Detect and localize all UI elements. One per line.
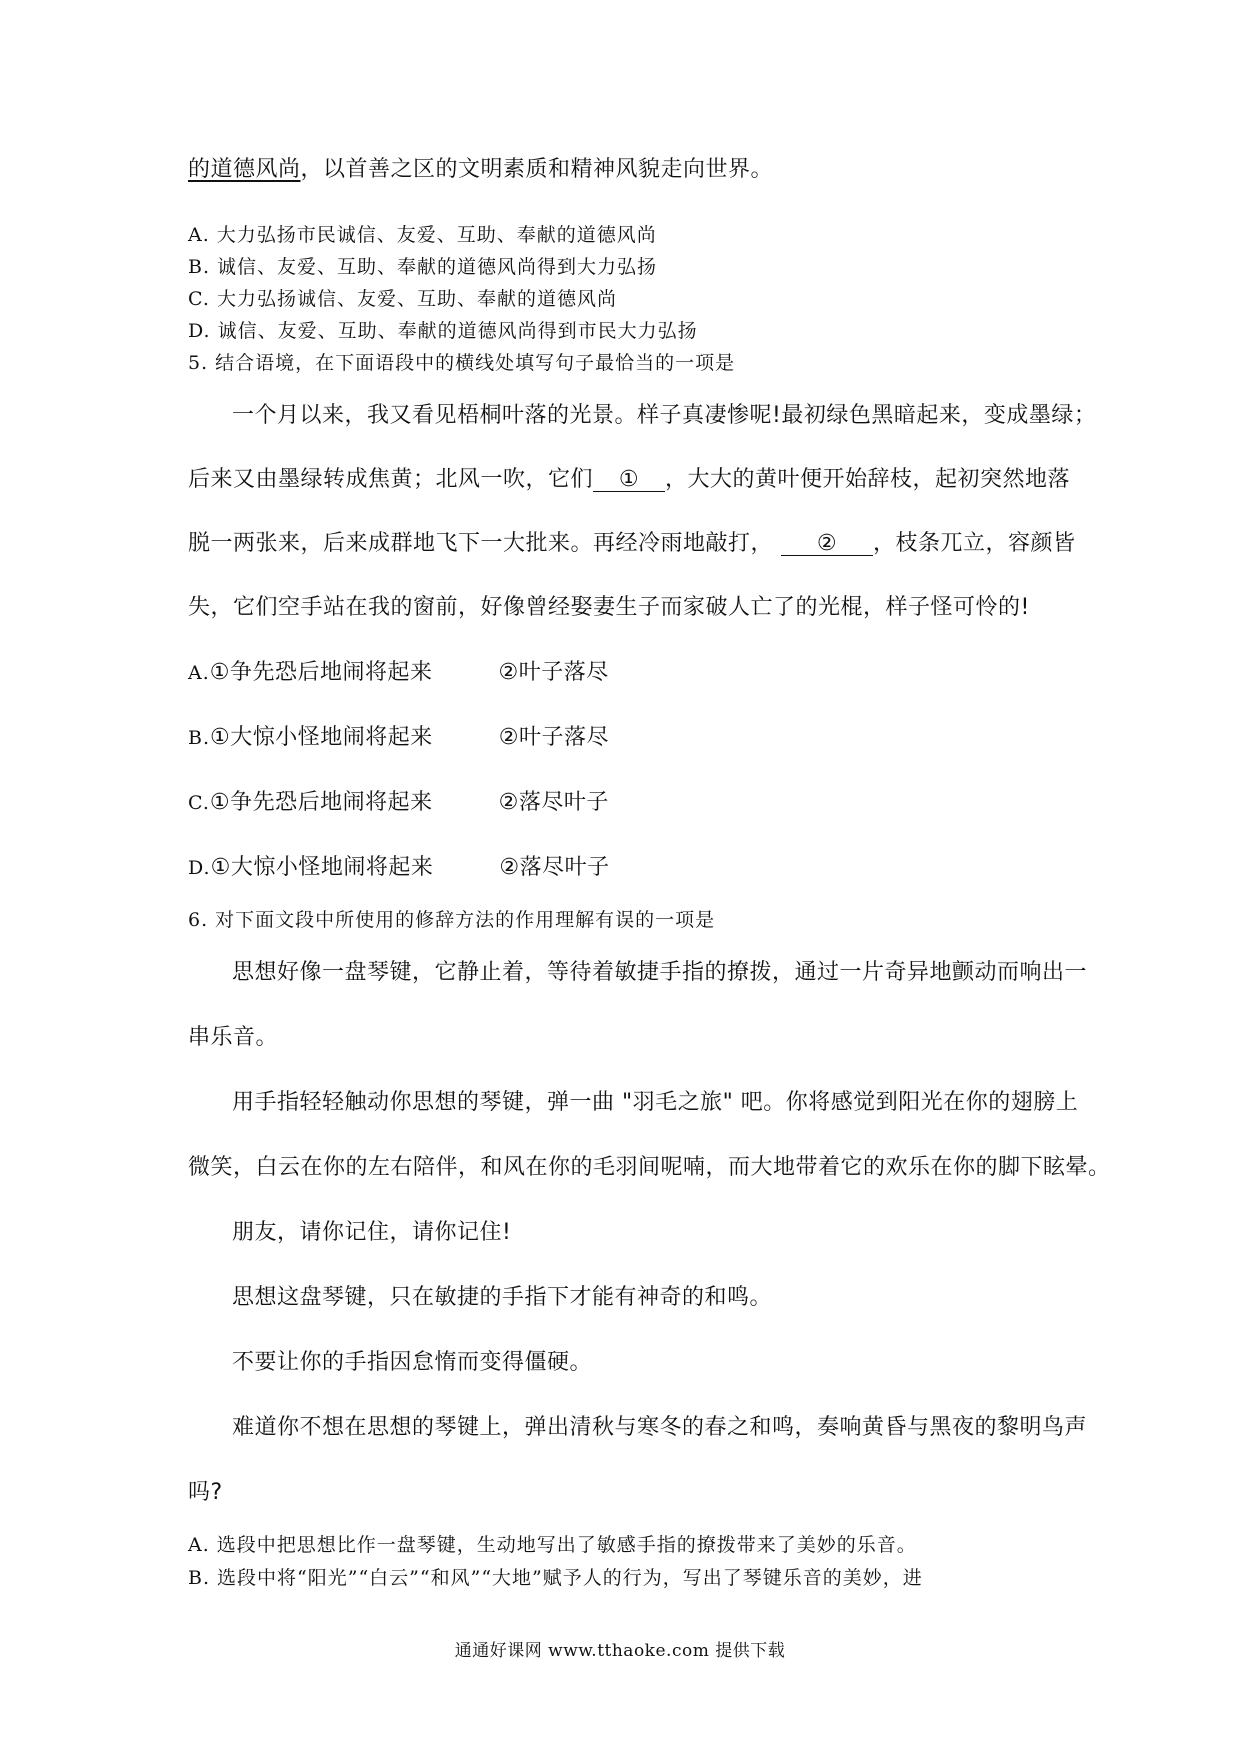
option-label: D.	[188, 857, 211, 879]
q4-option-b: B. 诚信、友爱、互助、奉献的道德风尚得到大力弘扬	[188, 256, 658, 278]
blank-2: ②	[781, 533, 873, 556]
q5-passage-line-2	[188, 462, 1070, 493]
q5-option-d	[188, 850, 610, 881]
q6-passage-line-1: 思想好像一盘琴键，它静止着，等待着敏捷手指的撩拨，通过一片奇异地颤动而响出一	[232, 960, 1088, 985]
page-footer: 通通好课网 www.tthaoke.com 提供下载	[454, 1641, 786, 1661]
q4-option-c: C. 大力弘扬诚信、友爱、互助、奉献的道德风尚	[188, 288, 617, 310]
option-label: B.	[188, 727, 211, 749]
q6-stem: 6. 对下面文段中所使用的修辞方法的作用理解有误的一项是	[188, 909, 716, 931]
option-blank-1: ①大惊小怪地闹将起来	[210, 855, 434, 880]
q5-stem: 5. 结合语境，在下面语段中的横线处填写句子最恰当的一项是	[188, 352, 736, 374]
continuation-line	[188, 152, 773, 183]
passage-text: 后来又由墨绿转成焦黄；北风一吹，它们	[188, 467, 594, 492]
q6-passage-line-2: 串乐音。	[188, 1025, 279, 1050]
continuation-text: ，以首善之区的文明素质和精神风貌走向世界。	[300, 157, 774, 182]
q6-passage-line-7: 不要让你的手指因怠惰而变得僵硬。	[232, 1350, 593, 1375]
q6-passage-line-8: 难道你不想在思想的琴键上，弹出清秋与寒冬的春之和鸣，奏响黄昏与黑夜的黎明鸟声	[232, 1415, 1088, 1440]
q4-option-a: A. 大力弘扬市民诚信、友爱、互助、奉献的道德风尚	[188, 224, 657, 246]
passage-text: ，枝条兀立，容颜皆	[873, 531, 1076, 556]
option-label: A.	[188, 662, 210, 684]
option-blank-2: ②叶子落尽	[498, 725, 609, 750]
q5-option-c	[188, 785, 609, 816]
q5-option-b	[188, 720, 609, 751]
q6-option-b: B. 选段中将“阳光”“白云”“和风”“大地”赋予人的行为，写出了琴键乐音的美妙，进	[188, 1567, 923, 1589]
q5-passage-line-3	[188, 526, 1076, 557]
q5-passage-line-4: 失，它们空手站在我的窗前，好像曾经娶妻生子而家破人亡了的光棍，样子怪可怜的!	[188, 595, 1030, 620]
option-blank-2: ②落尽叶子	[499, 855, 610, 880]
passage-text: ，大大的黄叶便开始辞枝，起初突然地落	[665, 467, 1071, 492]
q6-passage-line-9: 吗?	[188, 1480, 223, 1505]
option-blank-2: ②落尽叶子	[498, 790, 609, 815]
q5-passage-line-1: 一个月以来，我又看见梧桐叶落的光景。样子真凄惨呢!最初绿色黑暗起来，变成墨绿；	[232, 403, 1097, 428]
q5-option-a	[188, 655, 609, 686]
blank-1: ①	[593, 469, 665, 492]
q6-option-a: A. 选段中把思想比作一盘琴键，生动地写出了敏感手指的撩拨带来了美妙的乐音。	[188, 1534, 917, 1556]
option-label: C.	[188, 792, 210, 814]
option-blank-1: ①争先恐后地闹将起来	[209, 790, 433, 815]
q6-passage-line-4: 微笑，白云在你的左右陪伴，和风在你的毛羽间呢喃，而大地带着它的欢乐在你的脚下眩晕。	[188, 1155, 1111, 1180]
underlined-phrase: 的道德风尚	[188, 157, 301, 182]
q6-passage-line-5: 朋友，请你记住，请你记住!	[232, 1220, 512, 1245]
option-blank-2: ②叶子落尽	[498, 660, 609, 685]
passage-text: 脱一两张来，后来成群地飞下一大批来。再经冷雨地敲打，	[188, 531, 774, 556]
option-blank-1: ①争先恐后地闹将起来	[209, 660, 433, 685]
q6-passage-line-6: 思想这盘琴键，只在敏捷的手指下才能有神奇的和鸣。	[232, 1285, 773, 1310]
q4-option-d: D. 诚信、友爱、互助、奉献的道德风尚得到市民大力弘扬	[188, 320, 698, 342]
q6-passage-line-3: 用手指轻轻触动你思想的琴键，弹一曲 "羽毛之旅" 吧。你将感觉到阳光在你的翅膀上	[232, 1090, 1079, 1115]
option-blank-1: ①大惊小怪地闹将起来	[210, 725, 433, 750]
